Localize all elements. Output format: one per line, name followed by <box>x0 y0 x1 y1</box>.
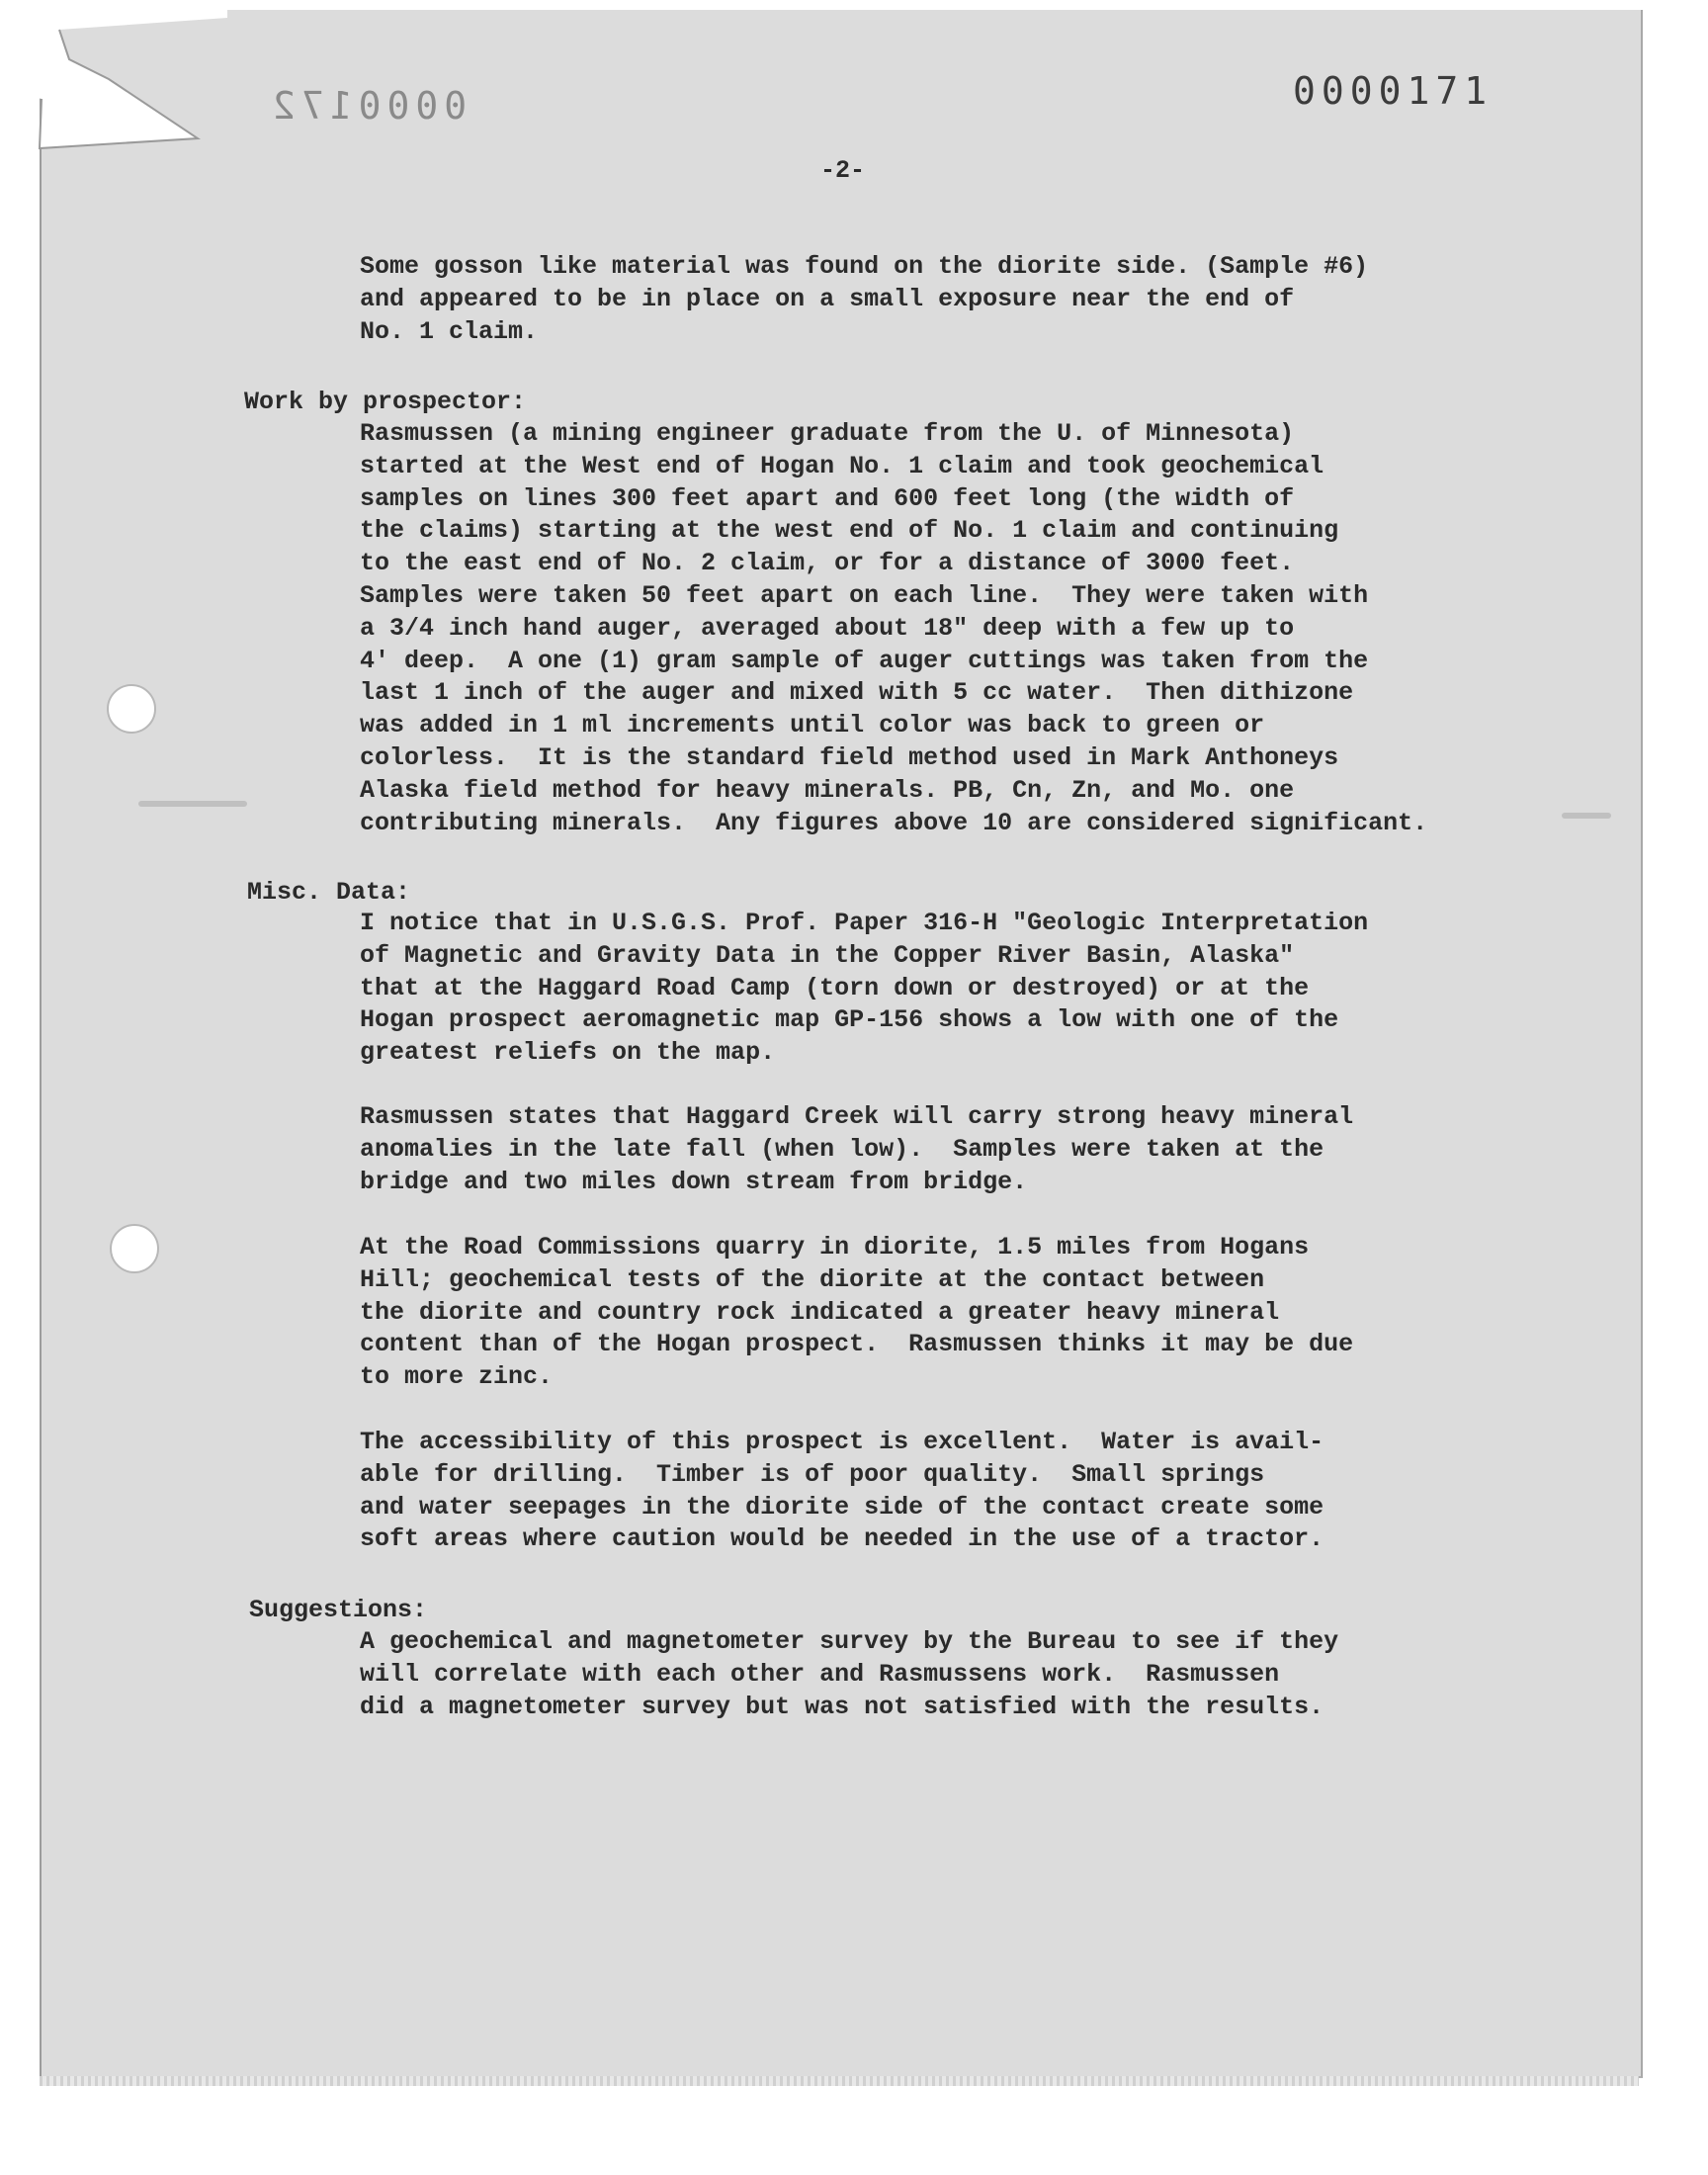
torn-corner <box>0 0 227 158</box>
text-line: did a magnetometer survey but was not satisfied with the results. <box>360 1692 1324 1721</box>
text-line: greatest reliefs on the map. <box>360 1038 776 1068</box>
text-line: Rasmussen (a mining engineer graduate from the U. of Minnesota) <box>360 419 1295 448</box>
misc-data-paragraph-1 <box>360 908 1368 1070</box>
text-line: Hill; geochemical tests of the diorite at the contact between <box>360 1264 1265 1294</box>
text-line: bridge and two miles down stream from bridge. <box>360 1167 1028 1196</box>
section-heading-misc-data: Misc. Data: <box>247 878 411 907</box>
scan-edge-strip <box>40 2076 1639 2086</box>
text-line: Hogan prospect aeromagnetic map GP-156 shows a low with one of the <box>360 1005 1339 1035</box>
text-line: soft areas where caution would be needed in the use of a tractor. <box>360 1524 1324 1554</box>
work-by-prospector-paragraph <box>360 418 1427 839</box>
text-line: Samples were taken 50 feet apart on each line. They were taken with <box>360 580 1369 610</box>
text-line: colorless. It is the standard field method used in Mark Anthoneys <box>360 742 1339 772</box>
text-line: the claims) starting at the west end of No. 1 claim and continuing <box>360 516 1339 546</box>
mirrored-stamp-number: 0000172 <box>267 84 468 128</box>
text-line: A geochemical and magnetometer survey by the Bureau to see if they <box>360 1627 1339 1656</box>
text-line: of Magnetic and Gravity Data in the Copper River Basin, Alaska" <box>360 940 1295 970</box>
text-line: 4' deep. A one (1) gram sample of auger cuttings was taken from the <box>360 646 1369 675</box>
misc-data-paragraph-3 <box>360 1232 1353 1394</box>
text-line: content than of the Hogan prospect. Rasmussen thinks it may be due <box>360 1330 1354 1359</box>
section-heading-suggestions: Suggestions: <box>249 1596 428 1624</box>
intro-paragraph <box>360 251 1368 348</box>
text-line: to the east end of No. 2 claim, or for a distance of 3000 feet. <box>360 549 1295 578</box>
text-line: The accessibility of this prospect is excellent. Water is avail- <box>360 1428 1324 1456</box>
text-line: anomalies in the late fall (when low). Samples were taken at the <box>360 1134 1324 1164</box>
text-line: and appeared to be in place on a small exposure near the end of <box>360 284 1295 313</box>
text-line: Alaska field method for heavy minerals. PB, Cn, Zn, and Mo. one <box>360 775 1295 805</box>
section-heading-work-by-prospector: Work by prospector: <box>244 388 527 416</box>
punch-hole <box>107 684 156 734</box>
text-line: last 1 inch of the auger and mixed with 5 cc water. Then dithizone <box>360 678 1354 708</box>
text-line: Some gosson like material was found on the diorite side. (Sample #6) <box>360 252 1369 281</box>
text-line: a 3/4 inch hand auger, averaged about 18" deep with a few up to <box>360 613 1295 643</box>
text-line: to more zinc. <box>360 1362 554 1392</box>
text-line: contributing minerals. Any figures above 10 are considered significant. <box>360 808 1428 837</box>
text-line: that at the Haggard Road Camp (torn down or destroyed) or at the <box>360 973 1310 1002</box>
misc-data-paragraph-2 <box>360 1101 1353 1198</box>
text-line: will correlate with each other and Rasmussens work. Rasmussen <box>360 1659 1280 1689</box>
text-line: samples on lines 300 feet apart and 600 feet long (the width of <box>360 483 1295 513</box>
punch-hole <box>110 1224 159 1273</box>
text-line: Rasmussen states that Haggard Creek will carry strong heavy mineral <box>360 1102 1354 1131</box>
text-line: and water seepages in the diorite side of the contact create some <box>360 1492 1324 1522</box>
scan-smudge <box>138 801 247 807</box>
text-line: the diorite and country rock indicated a greater heavy mineral <box>360 1297 1280 1327</box>
page-number: -2- <box>820 156 866 185</box>
document-stamp-number: 0000171 <box>1293 69 1494 113</box>
text-line: No. 1 claim. <box>360 316 539 346</box>
text-line: At the Road Commissions quarry in diorite, 1.5 miles from Hogans <box>360 1233 1310 1262</box>
text-line: was added in 1 ml increments until color was back to green or <box>360 711 1265 740</box>
misc-data-paragraph-4 <box>360 1427 1324 1556</box>
text-line: started at the West end of Hogan No. 1 claim and took geochemical <box>360 451 1324 480</box>
text-line: I notice that in U.S.G.S. Prof. Paper 316-H "Geologic Interpretation <box>360 909 1369 937</box>
suggestions-paragraph <box>360 1626 1338 1723</box>
text-line: able for drilling. Timber is of poor quality. Small springs <box>360 1459 1265 1489</box>
scan-smudge <box>1562 813 1611 819</box>
